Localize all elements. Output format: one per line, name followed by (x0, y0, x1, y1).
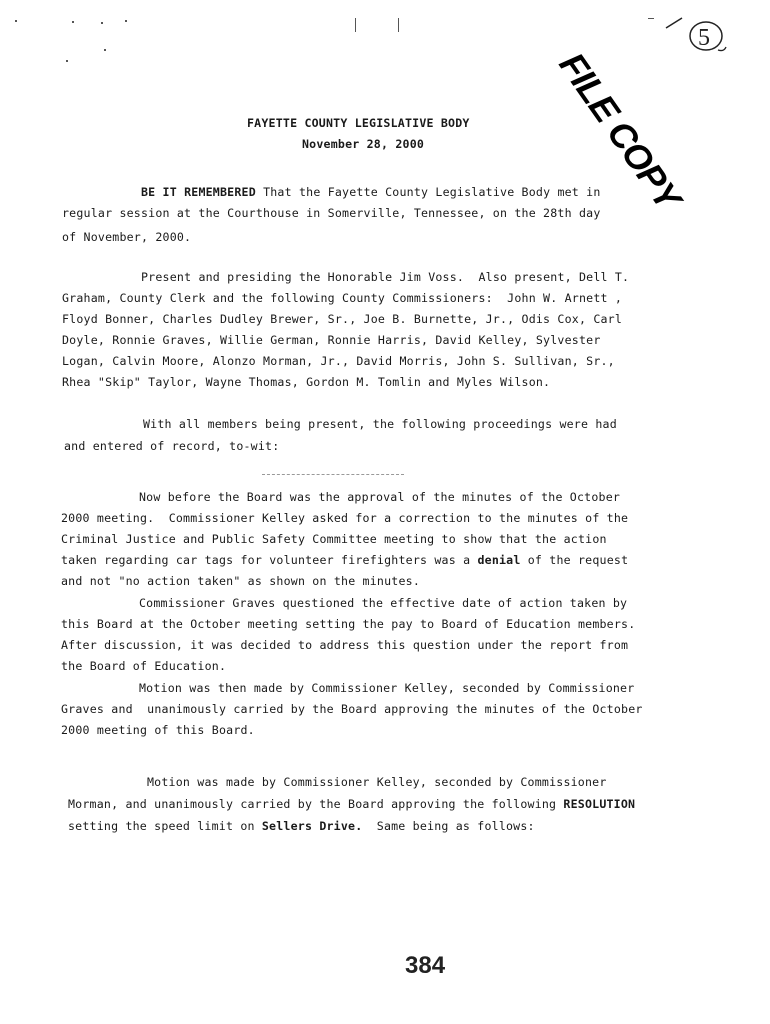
paragraph-line: After discussion, it was decided to address this question under the report from (61, 638, 629, 652)
emphasis-denial: denial (477, 553, 521, 567)
paragraph-line: this Board at the October meeting setting the pay to Board of Education members. (61, 617, 636, 631)
scan-speck (101, 22, 103, 24)
emphasis-resolution: RESOLUTION (563, 797, 636, 811)
document-title: FAYETTE COUNTY LEGISLATIVE BODY (247, 116, 470, 130)
paragraph-line: and not "no action taken" as shown on the minutes. (61, 574, 421, 588)
paragraph-line: regular session at the Courthouse in Somerville, Tennessee, on the 28th day (62, 206, 601, 220)
paragraph-line: With all members being present, the following proceedings were had (143, 417, 617, 431)
scan-speck (72, 21, 74, 23)
paragraph-line: Morman, and unanimously carried by the Board approving the following RESOLUTION (68, 797, 636, 811)
paragraph-line: of November, 2000. (62, 230, 192, 244)
paragraph-line: Rhea "Skip" Taylor, Wayne Thomas, Gordon M. Tomlin and Myles Wilson. (62, 375, 551, 389)
scan-speck (66, 60, 68, 62)
file-copy-stamp: FILE COPY (551, 45, 689, 217)
separator-rule (262, 474, 404, 475)
paragraph-line: Criminal Justice and Public Safety Committee meeting to show that the action (61, 532, 607, 546)
paragraph-line: Doyle, Ronnie Graves, Willie German, Ronnie Harris, David Kelley, Sylvester (62, 333, 601, 347)
scan-speck (355, 18, 356, 32)
paragraph-line: Motion was then made by Commissioner Kelley, seconded by Commissioner (139, 681, 635, 695)
paragraph-line: Floyd Bonner, Charles Dudley Brewer, Sr., Joe B. Burnette, Jr., Odis Cox, Carl (62, 312, 623, 326)
paragraph-line: setting the speed limit on Sellers Drive. Same being as follows: (68, 819, 535, 833)
scan-speck (648, 18, 654, 19)
scan-speck (104, 49, 106, 51)
circled-number-icon (662, 14, 732, 58)
emphasis-street: Sellers Drive. (261, 819, 363, 833)
page-number: 384 (405, 952, 446, 979)
svg-text:5: 5 (698, 25, 710, 51)
document-date: November 28, 2000 (302, 137, 425, 151)
lead-phrase: BE IT REMEMBERED (141, 185, 256, 199)
scan-speck (398, 18, 399, 32)
paragraph-line: Motion was made by Commissioner Kelley, seconded by Commissioner (147, 775, 607, 789)
paragraph-line: taken regarding car tags for volunteer firefighters was a denial of the request (61, 553, 629, 567)
paragraph-line: Graves and unanimously carried by the Board approving the minutes of the October (61, 702, 643, 716)
paragraph-line: and entered of record, to-wit: (64, 439, 280, 453)
paragraph-line: Now before the Board was the approval of the minutes of the October (139, 490, 621, 504)
paragraph-line: the Board of Education. (61, 659, 227, 673)
paragraph-line: Graham, County Clerk and the following County Commissioners: John W. Arnett , (62, 291, 623, 305)
handwritten-mark (662, 14, 732, 66)
scan-speck (15, 20, 17, 22)
paragraph-line: Commissioner Graves questioned the effective date of action taken by (139, 596, 628, 610)
paragraph-line: BE IT REMEMBERED That the Fayette County Legislative Body met in (141, 185, 601, 199)
paragraph-line: Present and presiding the Honorable Jim Voss. Also present, Dell T. (141, 270, 630, 284)
paragraph-line: 2000 meeting. Commissioner Kelley asked for a correction to the minutes of the (61, 511, 629, 525)
paragraph-line: 2000 meeting of this Board. (61, 723, 255, 737)
paragraph-line: Logan, Calvin Moore, Alonzo Morman, Jr., David Morris, John S. Sullivan, Sr., (62, 354, 615, 368)
scan-speck (125, 20, 127, 22)
